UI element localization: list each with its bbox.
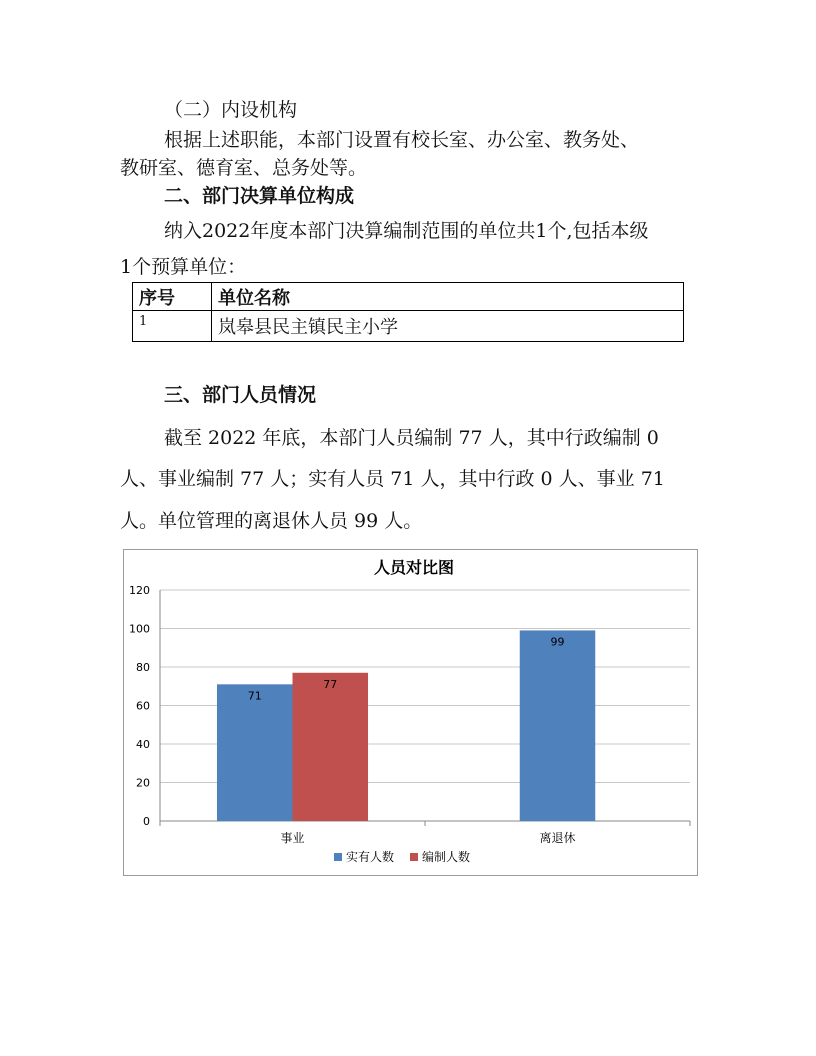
unit-table-header-name: 单位名称 <box>212 283 684 311</box>
chart-title: 人员对比图 <box>373 558 455 577</box>
y-tick-label: 40 <box>136 738 150 751</box>
legend-label: 实有人数 <box>346 850 395 864</box>
unit-table-header-row <box>133 283 684 311</box>
unit-table <box>132 282 684 342</box>
data-label: 71 <box>247 689 262 703</box>
y-tick-label: 20 <box>136 776 150 790</box>
y-tick-label: 80 <box>136 661 150 674</box>
legend-label: 编制人数 <box>422 850 471 864</box>
data-label: 77 <box>323 677 338 691</box>
section3-para-line3: 人。单位管理的离退休人员 99 人。 <box>120 510 423 532</box>
section3-para-line2: 人、事业编制 77 人；实有人员 71 人，其中行政 0 人、事业 71 <box>120 468 665 490</box>
bar <box>293 673 369 821</box>
unit-table-cell-name: 岚皋县民主镇民主小学 <box>212 311 684 342</box>
inner-structure-para-line1: 根据上述职能，本部门设置有校长室、办公室、教务处、 <box>164 129 640 151</box>
section2-para-line2: 1个预算单位： <box>120 256 247 278</box>
unit-table-header-index: 序号 <box>133 283 212 311</box>
legend-swatch <box>410 853 418 861</box>
section2-para-line1: 纳入2022年度本部门决算编制范围的单位共1个,包括本级 <box>164 220 649 242</box>
bar <box>520 630 596 821</box>
data-label: 99 <box>550 635 565 649</box>
inner-structure-heading: （二）内设机构 <box>164 99 298 121</box>
y-tick-label: 120 <box>129 584 150 597</box>
section3-heading: 三、部门人员情况 <box>164 384 317 406</box>
staff-chart <box>123 549 698 876</box>
x-tick-label: 离退休 <box>539 831 576 845</box>
section3-para-line1: 截至 2022 年底，本部门人员编制 77 人，其中行政编制 0 <box>164 427 659 449</box>
legend-swatch <box>334 853 342 861</box>
x-tick-label: 事业 <box>280 831 305 845</box>
table-row <box>133 311 684 342</box>
chart-svg <box>124 550 697 875</box>
y-tick-label: 100 <box>129 622 150 636</box>
y-tick-label: 0 <box>143 815 150 828</box>
bar <box>217 684 293 821</box>
unit-table-cell-index: 1 <box>133 311 212 342</box>
section2-heading: 二、部门决算单位构成 <box>164 185 355 207</box>
inner-structure-para-line2: 教研室、德育室、总务处等。 <box>120 157 368 179</box>
y-tick-label: 60 <box>136 699 150 713</box>
